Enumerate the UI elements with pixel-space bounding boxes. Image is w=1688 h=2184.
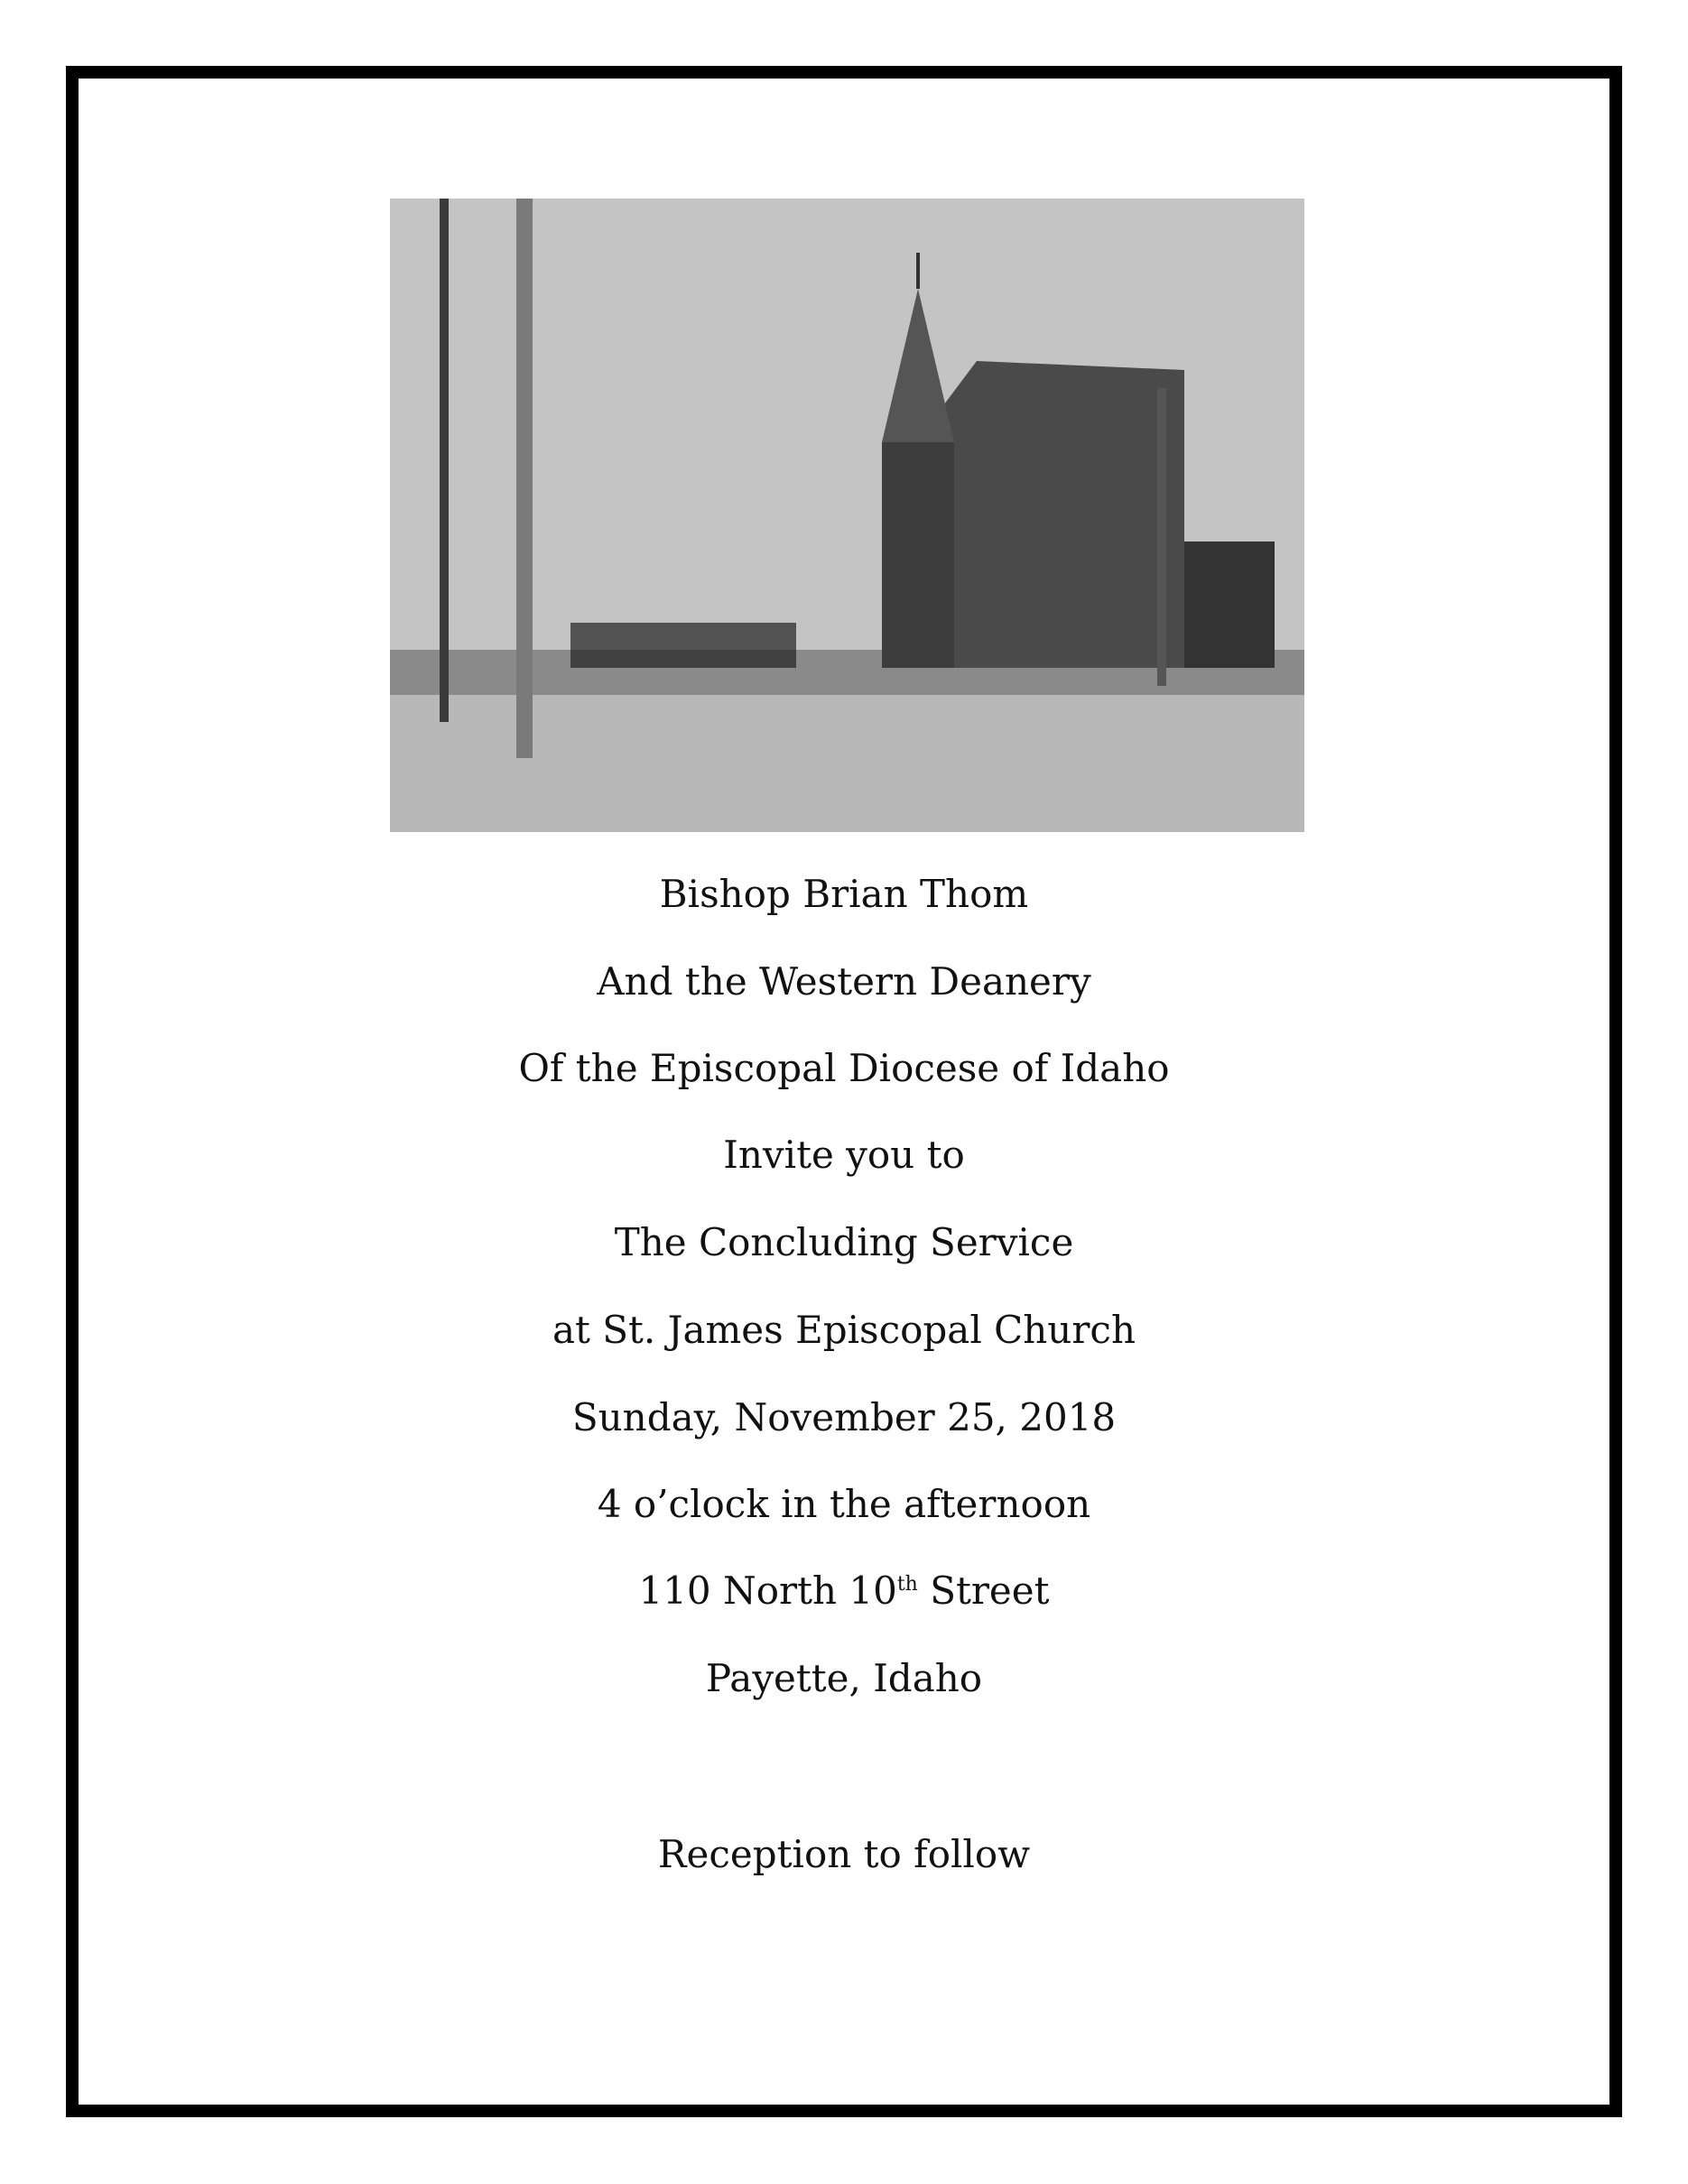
invitation-address <box>0 1569 1688 1613</box>
address-street: Street <box>917 1569 1050 1613</box>
invitation-event: The Concluding Service <box>614 1220 1074 1264</box>
invitation-venue: at St. James Episcopal Church <box>552 1308 1136 1352</box>
address-number: 110 North 10 <box>638 1569 897 1613</box>
invitation-cohost: And the Western Deanery <box>597 959 1091 1004</box>
invitation-city: Payette, Idaho <box>705 1656 983 1700</box>
invitation-invite: Invite you to <box>723 1133 965 1177</box>
church-photo <box>390 199 1304 832</box>
invitation-time: 4 o’clock in the afternoon <box>597 1482 1091 1526</box>
invitation-date: Sunday, November 25, 2018 <box>571 1395 1117 1439</box>
invitation-host: Bishop Brian Thom <box>659 872 1029 916</box>
invitation-diocese: Of the Episcopal Diocese of Idaho <box>518 1046 1170 1090</box>
invitation-reception: Reception to follow <box>657 1832 1031 1876</box>
address-suffix: th <box>896 1573 918 1596</box>
